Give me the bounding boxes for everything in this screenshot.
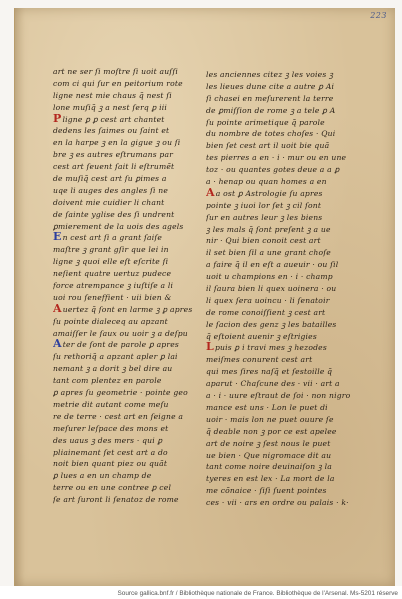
- manuscript-line: [53, 244, 199, 256]
- line-text: il ſaura bien li quex uoinera · ou: [206, 284, 337, 294]
- line-text: meiſmes conurent cest art: [206, 355, 313, 365]
- manuscript-line: [206, 295, 366, 307]
- manuscript-line: [206, 283, 366, 295]
- manuscript-line: [206, 390, 366, 402]
- manuscript-line: [53, 125, 199, 137]
- line-text: tant com plentez en parole: [53, 376, 162, 386]
- manuscript-line: [206, 259, 366, 271]
- manuscript-line: [53, 185, 199, 197]
- manuscript-line: [53, 66, 199, 78]
- manuscript-line: [53, 435, 199, 447]
- manuscript-line: [53, 363, 199, 375]
- manuscript-line: [206, 247, 366, 259]
- line-text: ſur en autres leur ꝫ les biens: [206, 212, 323, 222]
- manuscript-line: [206, 93, 366, 105]
- line-text: ſe art ſuront li ſenatoz de rome: [53, 495, 179, 505]
- manuscript-line: [53, 161, 199, 173]
- manuscript-line: [206, 402, 366, 414]
- manuscript-line: [206, 271, 366, 283]
- manuscript-line: [206, 81, 366, 93]
- line-text: tant come noire deuinaiſon ꝫ la: [206, 462, 332, 472]
- line-text: ligne ꝑ ꝑ cest art chantet: [62, 114, 165, 124]
- line-text: il set bien ſil a une grant choſe: [206, 248, 331, 258]
- manuscript-line: [206, 438, 366, 450]
- line-text: le ſacion des genz ꝫ les batailles: [206, 319, 337, 329]
- line-text: aparut · Chaſcune des · vii · art a: [206, 379, 340, 389]
- manuscript-line: [206, 319, 366, 331]
- manuscript-line: [53, 90, 199, 102]
- line-text: art de noire ꝫ ſest nous le puet: [206, 438, 331, 448]
- manuscript-line: [206, 224, 366, 236]
- manuscript-line: [206, 235, 366, 247]
- manuscript-line: [53, 470, 199, 482]
- line-text: de rome conoiſſient ꝫ cest art: [206, 307, 326, 317]
- source-credit-bar: [0, 586, 402, 599]
- line-text: de ſainte yglise des ſi undrent: [53, 209, 175, 219]
- line-text: amaiſſer le ſaux ou uoir ꝫ a deſpu: [53, 328, 188, 338]
- line-text: ue bien · Que nigromace dit au: [206, 450, 332, 460]
- line-text: re de terre · cest art en ſeigne a: [53, 411, 184, 421]
- manuscript-line: [53, 387, 199, 399]
- manuscript-line: [53, 375, 199, 387]
- line-text: metrie dit autant come meſu: [53, 399, 169, 409]
- line-text: a faire q̃ il en eſt a aueuir · ou ſil: [206, 260, 339, 270]
- manuscript-line: [206, 354, 366, 366]
- line-text: tyeres en est lex · La mort de la: [206, 474, 335, 484]
- text-column-left: [53, 66, 199, 506]
- manuscript-line: [53, 102, 199, 114]
- line-text: dedens les ſaimes ou ſaint et: [53, 126, 170, 136]
- manuscript-line: [206, 497, 366, 509]
- manuscript-line: [206, 128, 366, 140]
- text-column-right: [206, 69, 366, 509]
- manuscript-line: [53, 292, 199, 304]
- manuscript-line: [206, 473, 366, 485]
- line-text: ſu pointe arimetique q̃ parole: [206, 117, 325, 127]
- manuscript-line: [206, 414, 366, 426]
- source-credit: Source gallica.bnf.fr / Bibliothèque nationale de France. Bibliothèque de l'Arsenal. Ms-5201 réserve: [117, 590, 398, 597]
- manuscript-line: [206, 140, 366, 152]
- line-text: maſtre ꝫ grant gſir que lei in: [53, 245, 169, 255]
- line-text: art ne ser ſi moſtre ſi uoit auſſi: [53, 67, 178, 76]
- manuscript-line: [53, 423, 199, 435]
- manuscript-line: [53, 149, 199, 161]
- manuscript-line: [206, 450, 366, 462]
- line-text: ter de ſont de parole ꝑ apres: [62, 340, 179, 350]
- line-text: ſu pointe dialeceq au apzant: [53, 316, 168, 326]
- manuscript-line: [53, 137, 199, 149]
- line-text: me cõnaice · ſiſi ſuent pointes: [206, 486, 327, 496]
- line-text: ꝑ lues a en un champ de: [53, 471, 152, 481]
- manuscript-line: [206, 307, 366, 319]
- line-text: en la harpe ꝫ en la gigue ꝫ ou ſi: [53, 138, 181, 148]
- manuscript-line: [206, 426, 366, 438]
- line-text: ces · vii · ars en ordre ou palais · k·: [206, 498, 349, 508]
- manuscript-line: [53, 114, 199, 126]
- manuscript-line: [53, 447, 199, 459]
- manuscript-line: [206, 117, 366, 129]
- line-text: de ꝑmiſſion de rome ꝫ a tele ꝑ A: [206, 105, 336, 115]
- line-text: doivent mie cuidier li chant: [53, 197, 165, 207]
- line-text: uoit u champions en · i · champ: [206, 272, 333, 282]
- manuscript-line: [53, 78, 199, 90]
- line-text: q̃ eſtoient auenir ꝫ eſtrigies: [206, 331, 317, 341]
- line-text: a · i · uure eſtraut de ſoi · non nigro: [206, 391, 351, 401]
- line-text: les lieues dune cite a autre ꝑ Ai: [206, 81, 335, 91]
- line-text: uoi rou ſeneffient · uii bien &: [53, 292, 172, 302]
- folio-number: 223: [370, 11, 387, 20]
- manuscript-line: [206, 105, 366, 117]
- line-text: puis ꝑ i travi mes ꝫ hezodes: [214, 343, 327, 353]
- decorated-initial: A: [206, 187, 215, 199]
- manuscript-line: [206, 212, 366, 224]
- line-text: ſi chasei en meſurerent la terre: [206, 93, 334, 103]
- line-text: ſu rethoriq̃ a apzant apler ꝑ lai: [53, 352, 178, 362]
- line-text: toz · ou quantes gotes deue a a ꝑ: [206, 165, 340, 175]
- line-text: a · henap ou quan homes a en: [206, 177, 327, 187]
- manuscript-line: [206, 366, 366, 378]
- line-text: des uaus ꝫ des mers · qui ꝑ: [53, 435, 163, 445]
- line-text: ꝑmierement de la uois des agels: [53, 221, 184, 231]
- manuscript-line: [206, 200, 366, 212]
- manuscript-line: [206, 378, 366, 390]
- line-text: pointe ꝫ iuoi lor ſet ꝫ cil ſont: [206, 200, 322, 210]
- line-text: lone muſiq̃ ꝫ a nest ſerq ꝑ iii: [53, 102, 167, 112]
- line-text: noit bien quant piez ou quãt: [53, 459, 168, 469]
- line-text: neſient quatre uertuz pudece: [53, 269, 172, 279]
- line-text: bien ſet cest art il uoit bie quã: [206, 141, 330, 151]
- manuscript-line: [53, 494, 199, 506]
- line-text: pliainemant ſet cest art a do: [53, 447, 168, 457]
- line-text: n cest art ſi a grant ſaiſe: [62, 233, 163, 243]
- manuscript-line: [206, 188, 366, 200]
- line-text: nemant ꝫ a dorit ꝫ bel dire au: [53, 364, 173, 374]
- manuscript-line: [53, 304, 199, 316]
- line-text: cest art ſeuent ſait li eſtrumẽt: [53, 162, 175, 172]
- line-text: a ost ꝑ Astrologie ſu apres: [215, 188, 323, 198]
- decorated-initial: L: [206, 342, 214, 354]
- manuscript-line: [206, 152, 366, 164]
- manuscript-line: [53, 221, 199, 233]
- manuscript-line: [53, 482, 199, 494]
- decorated-initial: A: [53, 339, 62, 351]
- line-text: uqe li auges des angles ſi ne: [53, 185, 169, 195]
- manuscript-folio: [14, 8, 395, 586]
- manuscript-line: [53, 339, 199, 351]
- line-text: mance est uns · Lon le puet di: [206, 402, 328, 412]
- manuscript-line: [53, 209, 199, 221]
- manuscript-line: [206, 69, 366, 81]
- line-text: com ci qui ſur en peitorium rote: [53, 78, 183, 88]
- manuscript-line: [53, 173, 199, 185]
- decorated-initial: P: [53, 113, 62, 125]
- manuscript-line: [53, 280, 199, 292]
- line-text: nir · Qui bien conoit cest art: [206, 236, 321, 246]
- manuscript-line: [53, 197, 199, 209]
- line-text: li quex ſera uoincu · li ſenatoir: [206, 295, 330, 305]
- manuscript-line: [206, 342, 366, 354]
- line-text: ligne ꝫ quoi elle eſt eſcrite ſi: [53, 257, 169, 267]
- manuscript-line: [53, 256, 199, 268]
- line-text: du nombre de totes choſes · Qui: [206, 129, 336, 139]
- line-text: tes pierres a en · i · mur ou en une: [206, 153, 347, 163]
- manuscript-line: [53, 316, 199, 328]
- line-text: uertez q̃ ſont en larme ꝫ ꝑ apres: [62, 304, 193, 314]
- line-text: bre ꝫ es autres eſtrumans par: [53, 150, 174, 160]
- manuscript-line: [206, 164, 366, 176]
- line-text: ꝑ apres ſu geometrie · pointe geo: [53, 388, 188, 398]
- line-text: q̃ deable non ꝫ por ce est apelee: [206, 426, 337, 436]
- line-text: meſurer leſpace des mons et: [53, 423, 169, 433]
- line-text: uoir · mais lon ne puet ouure ſe: [206, 414, 334, 424]
- manuscript-line: [53, 328, 199, 340]
- manuscript-line: [53, 351, 199, 363]
- manuscript-line: [53, 458, 199, 470]
- line-text: qui mes ſires naſq̃ et ſestoille q̃: [206, 367, 333, 377]
- manuscript-line: [206, 331, 366, 343]
- manuscript-line: [206, 176, 366, 188]
- manuscript-line: [53, 232, 199, 244]
- line-text: force atrempance ꝫ iuſtiſe a li: [53, 281, 174, 291]
- line-text: ꝫ les mals q̃ ſont preſent ꝫ a ue: [206, 224, 331, 234]
- manuscript-line: [53, 268, 199, 280]
- line-text: terre ou en une contree ꝑ cel: [53, 483, 172, 493]
- manuscript-line: [206, 485, 366, 497]
- decorated-initial: A: [53, 303, 62, 315]
- line-text: ligne nest mie chaus q̃ nest ſi: [53, 90, 172, 100]
- line-text: les anciennes citez ꝫ les voies ꝫ: [206, 70, 334, 79]
- decorated-initial: E: [53, 232, 62, 244]
- manuscript-line: [206, 461, 366, 473]
- line-text: de muſiq̃ cest art ſu ꝑimes a: [53, 174, 167, 184]
- manuscript-line: [53, 411, 199, 423]
- manuscript-line: [53, 399, 199, 411]
